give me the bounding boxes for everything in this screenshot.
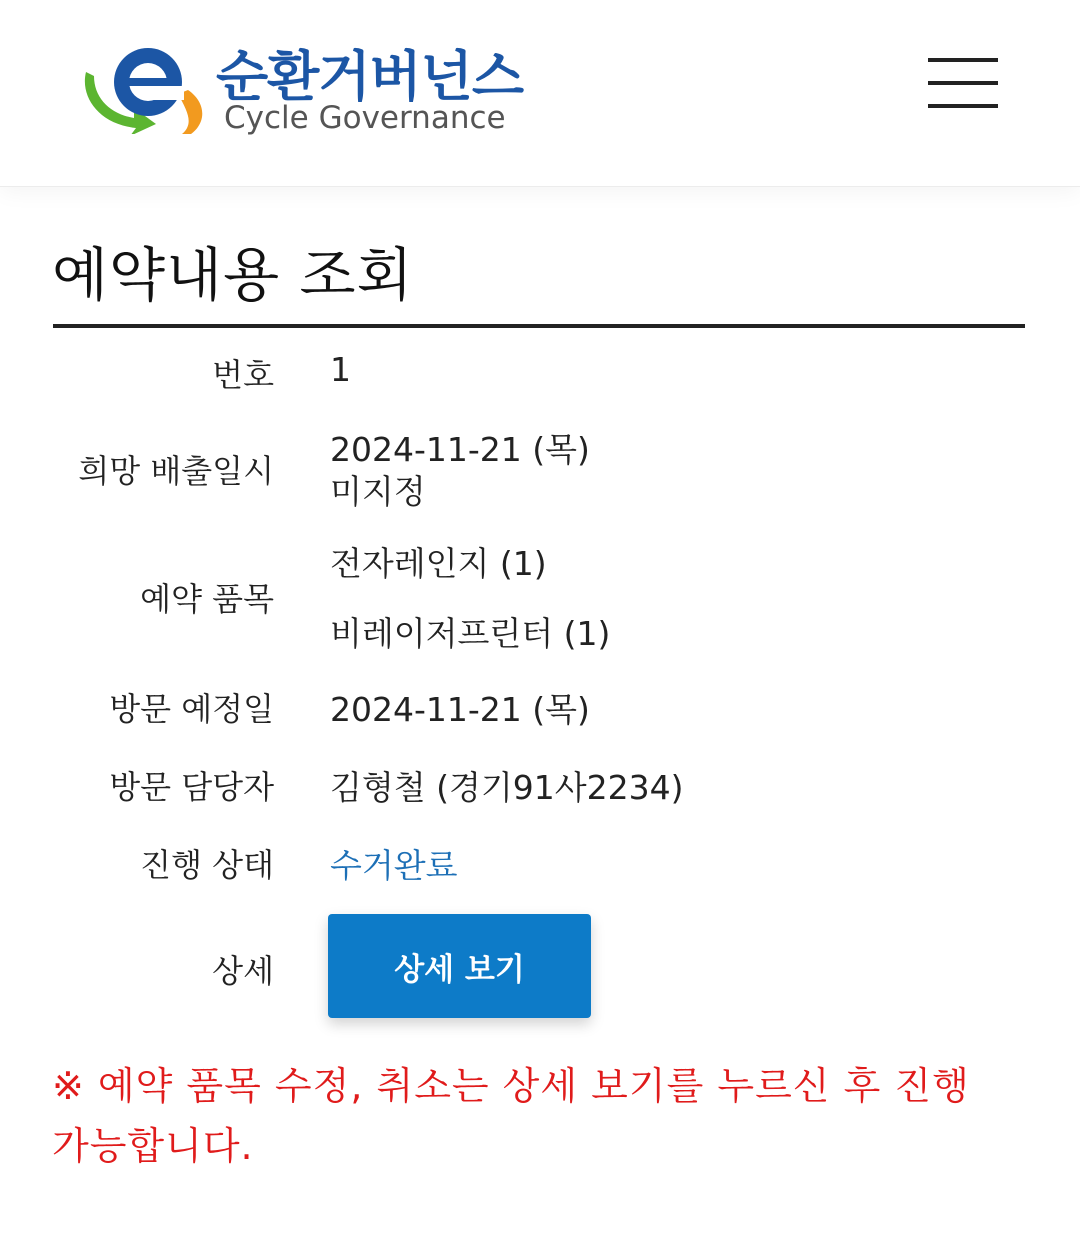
site-logo[interactable] (78, 34, 528, 144)
menu-bar (928, 58, 998, 62)
desired-time-value: 미지정 (330, 472, 426, 511)
visitor-value: 김형철 (경기91사2234) (330, 768, 684, 807)
e-recycle-logo-icon (78, 38, 214, 134)
visitor-label: 방문 담당자 (109, 768, 274, 806)
logo-korean-text: 순환거버넌스 (216, 45, 523, 108)
detail-label: 상세 (212, 952, 274, 990)
visit-date-value: 2024-11-21 (목) (330, 690, 590, 729)
app-header (0, 0, 1080, 187)
visit-date-label: 방문 예정일 (109, 690, 274, 728)
notice-text: ※ 예약 품목 수정, 취소는 상세 보기를 누르신 후 진행 가능합니다. (52, 1064, 970, 1168)
menu-bar (928, 104, 998, 108)
desired-date-value: 2024-11-21 (목) (330, 430, 590, 469)
number-value: 1 (330, 350, 351, 389)
number-label: 번호 (212, 356, 274, 394)
menu-bar (928, 81, 998, 85)
view-detail-button[interactable]: 상세 보기 (328, 914, 591, 1018)
status-value: 수거완료 (330, 846, 458, 885)
items-label: 예약 품목 (140, 580, 274, 618)
logo-english-text: Cycle Governance (224, 100, 506, 136)
title-divider (53, 324, 1025, 328)
reserved-item: 전자레인지 (1) (330, 544, 547, 583)
hamburger-menu-icon[interactable] (928, 56, 1000, 110)
reserved-item: 비레이저프린터 (1) (330, 614, 611, 653)
desired-date-label: 희망 배출일시 (78, 452, 274, 490)
status-label: 진행 상태 (140, 846, 274, 884)
page-title: 예약내용 조회 (52, 241, 414, 309)
